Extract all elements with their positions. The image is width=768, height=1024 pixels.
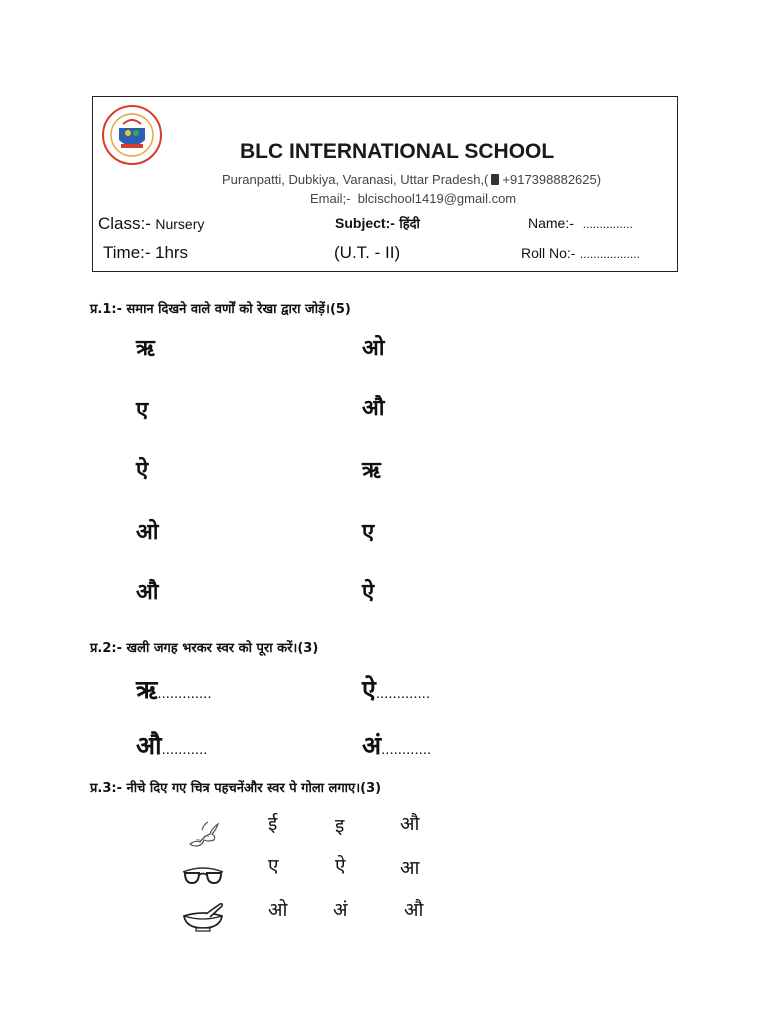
school-logo-icon: [101, 104, 163, 166]
time-value: 1hrs: [154, 243, 189, 262]
name-field: [528, 215, 633, 233]
q2-letter: ऐ: [362, 675, 376, 704]
q3-option[interactable]: अं: [333, 899, 348, 921]
q1-left-letter: ऐ: [136, 458, 149, 483]
q2-letter: औ: [136, 731, 162, 760]
q3-title: प्र.3:- नीचे दिए गए चित्र पहचनेंऔर स्वर पे गोला लगाए।(3): [90, 781, 382, 796]
q3-option[interactable]: आ: [400, 857, 420, 879]
roll-label: Roll No:-: [521, 245, 576, 261]
test-name: (U.T. - II): [334, 243, 401, 262]
q2-blank: .............: [157, 685, 212, 702]
q2-item: [136, 672, 212, 706]
subject-label: Subject:-: [335, 215, 395, 231]
address-text: Puranpatti, Dubkiya, Varanasi, Uttar Pradesh,(: [222, 172, 489, 187]
phone-number: +917398882625): [502, 172, 602, 187]
q3-option[interactable]: ऐ: [335, 855, 346, 877]
q1-right-letter: ओ: [362, 336, 385, 361]
class-label: Class:-: [98, 214, 151, 233]
roll-field: [521, 245, 640, 263]
q3-option[interactable]: इ: [335, 815, 345, 837]
q3-option[interactable]: औ: [404, 899, 424, 921]
q3-option[interactable]: ओ: [268, 899, 288, 921]
roll-blank: ..................: [579, 247, 640, 261]
q2-title: प्र.2:- खली जगह भरकर स्वर को पूरा करें।(3): [90, 641, 319, 656]
q2-blank: ...........: [161, 741, 208, 758]
mortar-pestle-icon: [180, 900, 226, 934]
q2-item: [136, 728, 207, 762]
q1-right-letter: ऐ: [362, 580, 375, 605]
phone-icon: [491, 174, 499, 185]
q2-item: [362, 672, 430, 706]
q1-right-letter: ऋ: [362, 458, 381, 483]
time-field: [103, 243, 188, 263]
q1-title: प्र.1:- समान दिखने वाले वर्णों को रेखा द्वारा जोड़ें।(5): [90, 302, 351, 317]
email-label: Email;-: [310, 191, 351, 206]
q2-blank: .............: [375, 685, 431, 702]
school-name: BLC INTERNATIONAL SCHOOL: [240, 140, 555, 163]
q1-left-letter: ए: [136, 398, 149, 423]
q3-option[interactable]: औ: [400, 813, 420, 835]
q3-option[interactable]: ई: [268, 813, 278, 835]
name-label: Name:-: [528, 215, 574, 231]
school-email: [310, 191, 516, 206]
q2-letter: अं: [362, 731, 382, 760]
q2-item: [362, 728, 431, 762]
subject-field: [335, 214, 420, 233]
name-blank: ...............: [582, 217, 633, 231]
ginger-icon: [184, 816, 224, 852]
q1-left-letter: औ: [136, 580, 159, 605]
class-field: [98, 214, 204, 234]
class-value: Nursery: [155, 216, 205, 232]
time-label: Time:-: [103, 243, 151, 262]
q2-letter: ऋ: [136, 675, 158, 704]
q1-right-letter: औ: [362, 396, 385, 421]
q1-right-letter: ए: [362, 520, 375, 545]
email-value: blcischool1419@gmail.com: [357, 191, 517, 206]
q1-left-letter: ऋ: [136, 336, 155, 361]
q3-option[interactable]: ए: [268, 855, 279, 877]
subject-value: हिंदी: [399, 217, 420, 232]
school-address: [222, 172, 601, 187]
q1-left-letter: ओ: [136, 520, 159, 545]
spectacles-icon: [181, 862, 225, 892]
q2-blank: ............: [381, 741, 432, 758]
